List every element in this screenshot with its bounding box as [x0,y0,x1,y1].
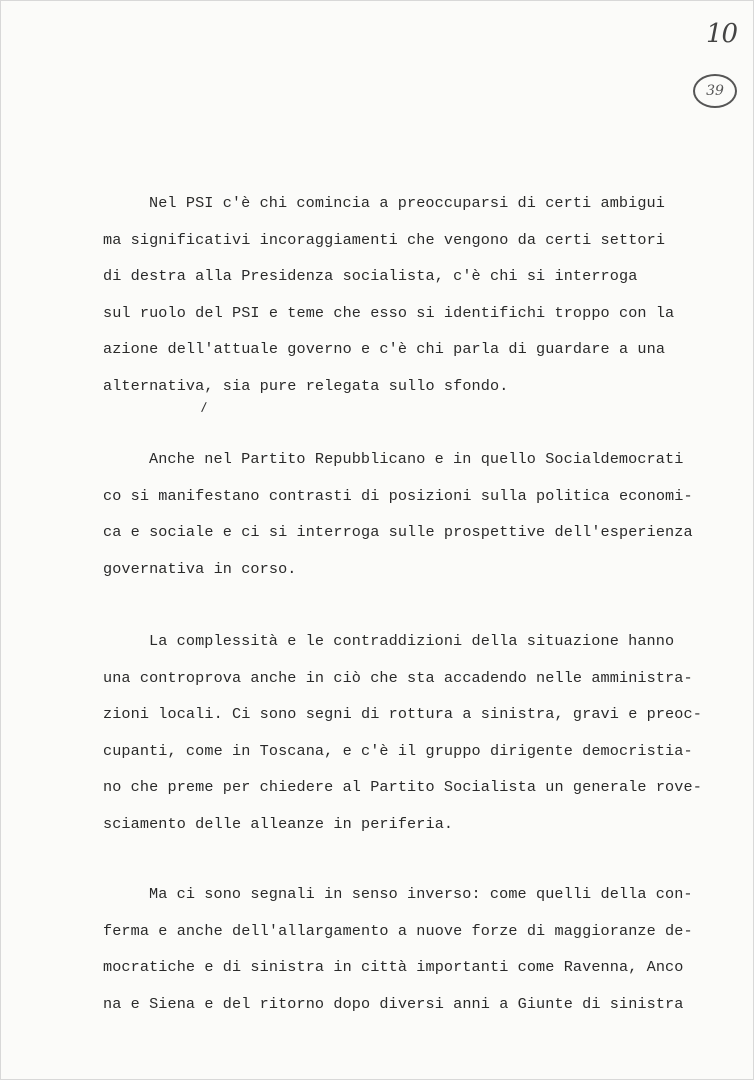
text-line: azione dell'attuale governo e c'è chi parla di guardare a una [103,340,666,358]
text-line: ferma e anche dell'allargamento a nuove forze di maggioranze de- [103,921,693,940]
text-line: Anche nel Partito Repubblicano e in quello Socialdemocrati [149,450,684,468]
text-line: di destra alla Presidenza socialista, c'è chi si interroga [103,267,638,285]
text-line: na e Siena e del ritorno dopo diversi anni a Giunte di sinistra [103,994,684,1013]
text-line: sciamento delle alleanze in periferia. [103,814,454,833]
paragraph-3 [103,631,702,850]
page-number: 10 [706,19,738,49]
text-line: ca e sociale e ci si interroga sulle prospettive dell'esperienza [103,523,693,541]
text-line: sul ruolo del PSI e teme che esso si identifichi troppo con la [103,303,675,322]
paragraph-2 [103,449,693,595]
text-line: no che preme per chiedere al Partito Socialista un generale rove- [103,778,702,796]
text-line: cupanti, come in Toscana, e c'è il gruppo dirigente democristia- [103,741,693,760]
text-line: zioni locali. Ci sono segni di rottura a sinistra, gravi e preoc- [103,705,702,723]
text-line: una controprova anche in ciò che sta accadendo nelle amministra- [103,668,693,687]
text-line: alternativa, sia pure relegata sullo sfondo. [103,376,509,395]
text-line: co si manifestano contrasti di posizioni sulla politica economi- [103,486,693,505]
page-stamp: 39 [693,74,737,108]
text-line: ma significativi incoraggiamenti che vengono da certi settori [103,230,666,249]
text-line: Ma ci sono segnali in senso inverso: come quelli della con- [149,885,693,903]
text-line: Nel PSI c'è chi comincia a preoccuparsi di certi ambigui [149,194,665,212]
text-line: La complessità e le contraddizioni della situazione hanno [149,632,675,650]
text-line: mocratiche e di sinistra in città importanti come Ravenna, Anco [103,958,684,976]
text-line: governativa in corso. [103,559,297,578]
paragraph-4 [103,884,693,1030]
handwritten-mark: / [200,398,208,416]
paragraph-1 [103,193,674,412]
